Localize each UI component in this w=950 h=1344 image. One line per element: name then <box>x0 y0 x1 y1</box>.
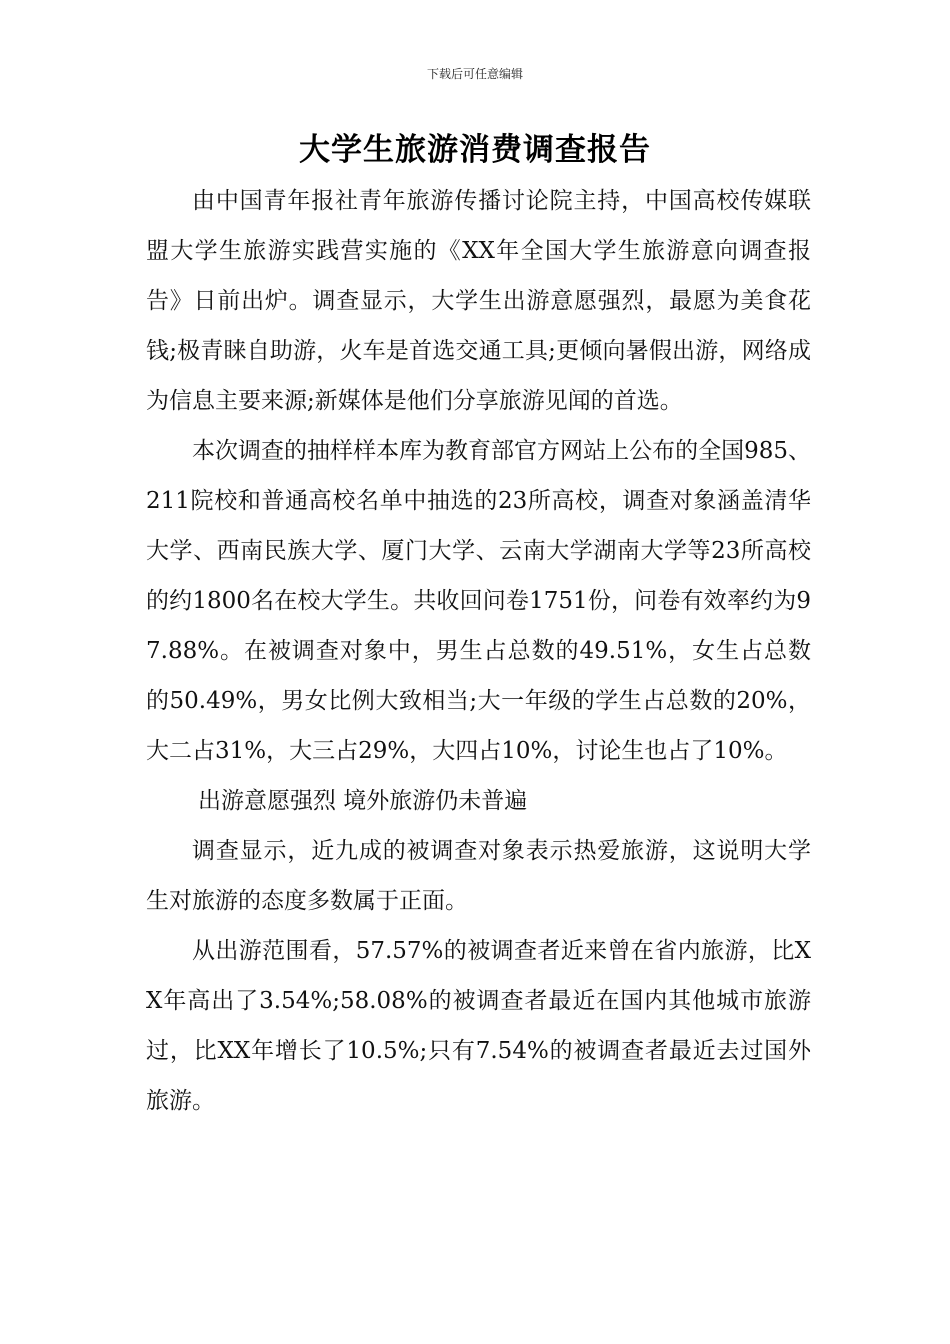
document-body <box>146 176 811 1126</box>
document-title: 大学生旅游消费调查报告 <box>299 132 651 168</box>
paragraph-attitude: 调查显示，近九成的被调查对象表示热爱旅游，这说明大学生对旅游的态度多数属于正面。 <box>146 838 811 914</box>
paragraph-range: 从出游范围看，57.57%的被调查者近来曾在省内旅游，比XX年高出了3.54%;58.08%的被调查者最近在国内其他城市旅游过，比XX年增长了10.5%;只有7.54%的被调查者最近去过国外旅游。 <box>146 938 811 1114</box>
section-heading: 出游意愿强烈 境外旅游仍未普遍 <box>198 788 528 814</box>
paragraph-intro: 由中国青年报社青年旅游传播讨论院主持，中国高校传媒联盟大学生旅游实践营实施的《XX年全国大学生旅游意向调查报告》日前出炉。调查显示，大学生出游意愿强烈，最愿为美食花钱;极青睐自助游，火车是首选交通工具;更倾向暑假出游，网络成为信息主要来源;新媒体是他们分享旅游见闻的首选。 <box>146 188 811 414</box>
paragraph-sampling: 本次调查的抽样样本库为教育部官方网站上公布的全国985、211院校和普通高校名单中抽选的23所高校，调查对象涵盖清华大学、西南民族大学、厦门大学、云南大学湖南大学等23所高校的约1800名在校大学生。共收回问卷1751份，问卷有效率约为97.88%。在被调查对象中，男生占总数的49.51%，女生占总数的50.49%，男女比例大致相当;大一年级的学生占总数的20%，大二占31%，大三占29%，大四占10%，讨论生也占了10%。 <box>146 438 811 764</box>
header-note: 下载后可任意编辑 <box>426 67 523 81</box>
